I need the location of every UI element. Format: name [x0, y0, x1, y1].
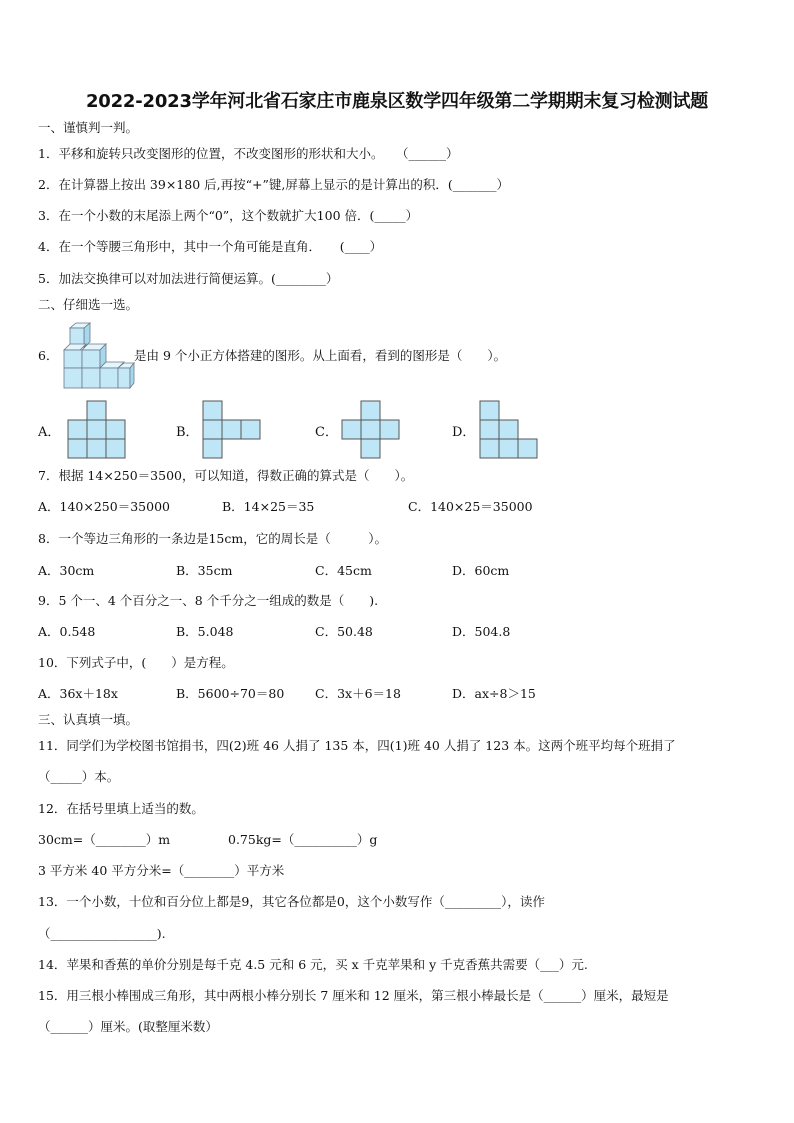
question-11-line-1: 11．同学们为学校图书馆捐书，四(2)班 46 人捐了 135 本，四(1)班 40 人捐了 123 本。这两个班平均每个班捐了 — [38, 738, 676, 753]
section-heading-choose: 二、仔细选一选。 — [38, 297, 139, 312]
q6-option-b-figure — [202, 400, 262, 460]
q10-option-d[interactable]: D．ax÷8＞15 — [452, 686, 536, 701]
q10-option-a[interactable]: A．36x＋18x — [38, 686, 118, 701]
q6-option-d-figure — [479, 400, 539, 460]
q12-blank-a: 30cm=（________）m — [38, 832, 171, 847]
question-13-line-2: （_________________). — [38, 926, 166, 941]
q6-option-b-label[interactable]: B． — [176, 425, 199, 440]
q6-option-a-figure — [67, 400, 127, 460]
section-heading-fill: 三、认真填一填。 — [38, 712, 139, 727]
section-heading-judge: 一、谨慎判一判。 — [38, 120, 139, 135]
q8-option-d[interactable]: D．60cm — [452, 563, 510, 578]
q7-option-b[interactable]: B．14×25＝35 — [222, 499, 315, 514]
cube-stack-figure — [60, 322, 136, 392]
question-11-line-2: （_____）本。 — [38, 769, 120, 784]
question-10: 10．下列式子中，( ）是方程。 — [38, 655, 234, 670]
q12-blank-c: 3 平方米 40 平方分米=（________）平方米 — [38, 863, 285, 878]
page-title: 2022-2023学年河北省石家庄市鹿泉区数学四年级第二学期期末复习检测试题 — [85, 91, 709, 112]
q6-option-a-label[interactable]: A． — [38, 425, 61, 440]
question-2: 2．在计算器上按出 39×180 后,再按“+”键,屏幕上显示的是计算出的积．(_______） — [38, 177, 509, 192]
question-1: 1．平移和旋转只改变图形的位置，不改变图形的形状和大小。 （______） — [38, 146, 459, 161]
q9-option-a[interactable]: A．0.548 — [38, 624, 96, 639]
q8-option-b[interactable]: B．35cm — [176, 563, 233, 578]
question-5: 5．加法交换律可以对加法进行简便运算。(________） — [38, 271, 339, 286]
q12-blank-b: 0.75kg=（__________）g — [228, 832, 378, 847]
question-4: 4．在一个等腰三角形中，其中一个角可能是直角． (____） — [38, 239, 383, 254]
question-14: 14．苹果和香蕉的单价分别是每千克 4.5 元和 6 元，买 x 千克苹果和 y 千克香蕉共需要（___）元. — [38, 957, 588, 972]
q6-option-d-label[interactable]: D． — [452, 425, 476, 440]
q7-option-c[interactable]: C．140×25＝35000 — [408, 499, 533, 514]
question-3: 3．在一个小数的末尾添上两个“0”，这个数就扩大100 倍．(_____） — [38, 208, 419, 223]
q6-option-c-figure — [341, 400, 401, 460]
q10-option-b[interactable]: B．5600÷70＝80 — [176, 686, 285, 701]
question-7: 7．根据 14×250＝3500，可以知道，得数正确的算式是（ ）。 — [38, 468, 414, 483]
question-12: 12．在括号里填上适当的数。 — [38, 801, 204, 816]
question-15-line-2: （______）厘米。(取整厘米数） — [38, 1019, 218, 1034]
q8-option-a[interactable]: A．30cm — [38, 563, 95, 578]
question-6-number: 6． — [38, 348, 59, 363]
q9-option-d[interactable]: D．504.8 — [452, 624, 511, 639]
q9-option-c[interactable]: C．50.48 — [315, 624, 373, 639]
question-8: 8．一个等边三角形的一条边是15cm，它的周长是（ ）。 — [38, 531, 387, 546]
question-6-text: 是由 9 个小正方体搭建的图形。从上面看，看到的图形是（ ）。 — [134, 348, 507, 363]
q8-option-c[interactable]: C．45cm — [315, 563, 372, 578]
q6-option-c-label[interactable]: C． — [315, 425, 338, 440]
q9-option-b[interactable]: B．5.048 — [176, 624, 234, 639]
question-15-line-1: 15．用三根小棒围成三角形，其中两根小棒分别长 7 厘米和 12 厘米，第三根小棒最长是（______）厘米，最短是 — [38, 988, 669, 1003]
q7-option-a[interactable]: A．140×250＝35000 — [38, 499, 170, 514]
q10-option-c[interactable]: C．3x＋6＝18 — [315, 686, 401, 701]
question-13-line-1: 13．一个小数，十位和百分位上都是9，其它各位都是0，这个小数写作（_________），读作 — [38, 894, 545, 909]
question-9: 9．5 个一、4 个百分之一、8 个千分之一组成的数是（ ). — [38, 593, 379, 608]
